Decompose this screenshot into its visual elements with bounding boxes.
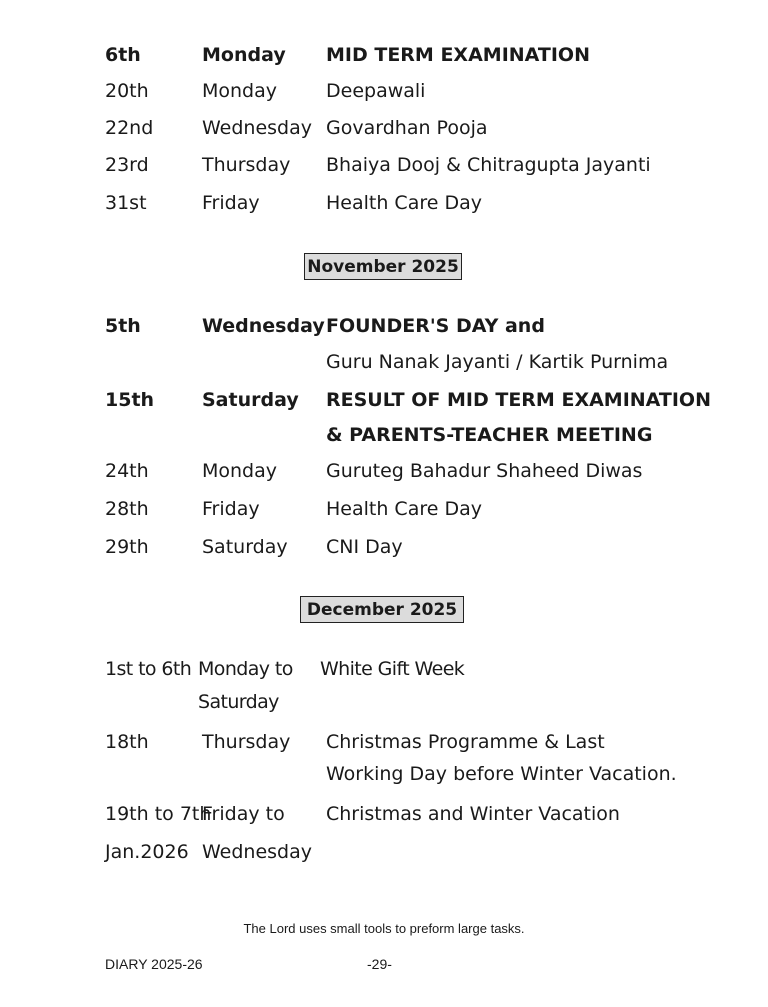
calendar-row [0, 383, 768, 417]
event-date: 20th [105, 80, 149, 102]
event-day: Thursday [202, 154, 291, 176]
calendar-row-continuation [0, 757, 768, 791]
calendar-row [0, 148, 768, 182]
event-date: 1st to 6th [105, 658, 192, 680]
event-name: White Gift Week [320, 658, 465, 680]
event-date: 6th [105, 44, 141, 66]
calendar-row [0, 725, 768, 759]
calendar-row [0, 652, 768, 686]
month-heading-december: December 2025 [300, 596, 464, 623]
event-day: Monday to [198, 658, 293, 680]
event-name: Bhaiya Dooj & Chitragupta Jayanti [326, 154, 651, 176]
calendar-row-continuation [0, 685, 768, 719]
event-name-line2: & PARENTS-TEACHER MEETING [326, 424, 653, 446]
diary-label: DIARY 2025-26 [105, 956, 203, 972]
event-name: Christmas and Winter Vacation [326, 803, 620, 825]
event-day: Monday [202, 80, 278, 102]
event-name-line2: Working Day before Winter Vacation. [326, 763, 677, 785]
event-name: MID TERM EXAMINATION [326, 44, 590, 66]
event-name: CNI Day [326, 536, 403, 558]
event-date: 5th [105, 315, 141, 337]
event-date: 29th [105, 536, 149, 558]
event-day: Monday [202, 44, 286, 66]
event-date: 31st [105, 192, 147, 214]
event-date: 15th [105, 389, 155, 411]
calendar-row [0, 530, 768, 564]
event-day-line2: Wednesday [202, 841, 313, 863]
event-date: 24th [105, 460, 149, 482]
event-day: Saturday [202, 389, 299, 411]
event-day: Monday [202, 460, 278, 482]
event-date-line2: Jan.2026 [105, 841, 189, 863]
event-name: Health Care Day [326, 192, 482, 214]
calendar-row [0, 797, 768, 831]
calendar-row-continuation [0, 345, 768, 379]
calendar-row [0, 454, 768, 488]
calendar-row-continuation [0, 418, 768, 452]
event-day: Saturday [202, 536, 288, 558]
calendar-row [0, 111, 768, 145]
event-date: 28th [105, 498, 149, 520]
event-name: Deepawali [326, 80, 426, 102]
event-date: 22nd [105, 117, 154, 139]
event-day: Thursday [202, 731, 291, 753]
calendar-row [0, 492, 768, 526]
calendar-row [0, 186, 768, 220]
event-day: Friday to [202, 803, 285, 825]
month-heading-november: November 2025 [304, 253, 462, 280]
calendar-row [0, 309, 768, 343]
calendar-row [0, 74, 768, 108]
footer-quote: The Lord uses small tools to preform large tasks. [243, 921, 525, 936]
event-name-line2: Guru Nanak Jayanti / Kartik Purnima [326, 351, 669, 373]
event-day: Wednesday [202, 315, 325, 337]
event-name: FOUNDER'S DAY and [326, 315, 545, 337]
calendar-row-continuation [0, 835, 768, 869]
event-day: Friday [202, 498, 260, 520]
event-date: 23rd [105, 154, 149, 176]
event-day: Wednesday [202, 117, 313, 139]
event-day-line2: Saturday [198, 691, 279, 713]
event-name: Govardhan Pooja [326, 117, 488, 139]
event-name: RESULT OF MID TERM EXAMINATION [326, 389, 711, 411]
event-name: Christmas Programme & Last [326, 731, 605, 753]
event-day: Friday [202, 192, 260, 214]
page-number: -29- [367, 956, 392, 972]
event-name: Guruteg Bahadur Shaheed Diwas [326, 460, 643, 482]
event-date: 19th to 7th [105, 803, 212, 825]
calendar-row [0, 38, 768, 72]
event-date: 18th [105, 731, 149, 753]
event-name: Health Care Day [326, 498, 482, 520]
